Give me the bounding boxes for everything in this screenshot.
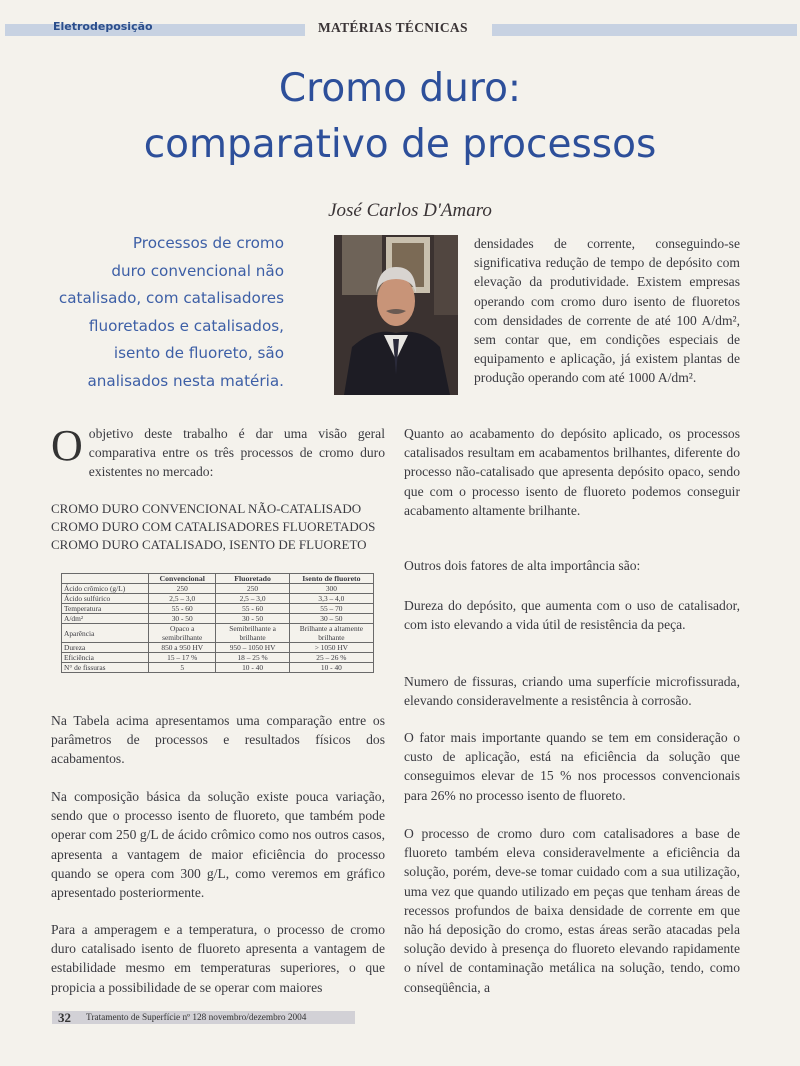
table-row-label: Ácido sulfúrico bbox=[62, 594, 149, 604]
table-cell: 5 bbox=[149, 663, 216, 673]
table-row bbox=[62, 663, 374, 673]
table-row bbox=[62, 653, 374, 663]
table-row-label: Eficiência bbox=[62, 653, 149, 663]
table-row-label: A/dm² bbox=[62, 614, 149, 624]
body-paragraph: Na Tabela acima apresentamos uma comparação entre os parâmetros de processos e resultados físicos dos acabamentos. bbox=[51, 713, 385, 767]
process-item: CROMO DURO CATALISADO, ISENTO DE FLUORETO bbox=[51, 537, 367, 552]
body-paragraph: Quanto ao acabamento do depósito aplicado, os processos catalisados resultam em acabamentos brilhantes, diferente do processo não-catalisado que apresenta depósito opaco, sendo que com o processo isento de fluoreto podemos conseguir acabamento altamente brilhante. bbox=[404, 426, 740, 518]
table-cell: > 1050 HV bbox=[289, 643, 373, 653]
table-cell: 55 - 60 bbox=[149, 604, 216, 614]
article-title-line2: comparativo de processos bbox=[143, 122, 657, 167]
lead-line: analisados nesta matéria. bbox=[87, 371, 284, 390]
comparison-table bbox=[61, 573, 374, 673]
table-cell: 2,5 – 3,0 bbox=[149, 594, 216, 604]
author-portrait-illustration bbox=[334, 235, 458, 395]
category-title: MATÉRIAS TÉCNICAS bbox=[318, 20, 468, 35]
header-bar-right bbox=[492, 24, 797, 36]
table-row-label: Aparência bbox=[62, 624, 149, 643]
table-row-label: Dureza bbox=[62, 643, 149, 653]
table-cell: 300 bbox=[289, 584, 373, 594]
intro-paragraph bbox=[51, 421, 385, 482]
table-cell: 30 – 50 bbox=[289, 614, 373, 624]
table-cell: 850 a 950 HV bbox=[149, 643, 216, 653]
table-cell: 10 - 40 bbox=[289, 663, 373, 673]
table-cell: Brilhante a altamente brilhante bbox=[289, 624, 373, 643]
table-header-cell: Isento de fluoreto bbox=[289, 574, 373, 584]
table-row bbox=[62, 584, 374, 594]
table-cell: Opaco a semibrilhante bbox=[149, 624, 216, 643]
header-bar-left bbox=[5, 24, 305, 36]
table-cell: 55 – 70 bbox=[289, 604, 373, 614]
table-row-label: Ácido crômico (g/L) bbox=[62, 584, 149, 594]
table-row bbox=[62, 594, 374, 604]
body-paragraph: Outros dois fatores de alta importância são: bbox=[404, 558, 641, 573]
author-photo bbox=[334, 235, 458, 395]
table-cell: 250 bbox=[216, 584, 289, 594]
table-cell: 18 – 25 % bbox=[216, 653, 289, 663]
table-row bbox=[62, 604, 374, 614]
section-tag: Eletrodeposição bbox=[53, 20, 153, 33]
table-row bbox=[62, 624, 374, 643]
table-cell: 30 - 50 bbox=[216, 614, 289, 624]
body-paragraph: Numero de fissuras, criando uma superfície microfissurada, elevando consideravelmente a resistência à corrosão. bbox=[404, 674, 740, 709]
intro-text: objetivo deste trabalho é dar uma visão geral comparativa entre os três processos de cromo duro existentes no mercado: bbox=[88, 426, 385, 480]
body-paragraph: Dureza do depósito, que aumenta com o uso de catalisador, com isto elevando a vida útil de resistência da peça. bbox=[404, 598, 740, 633]
table-header-cell: Fluoretado bbox=[216, 574, 289, 584]
table-header-row bbox=[62, 574, 374, 584]
publication-info: Tratamento de Superfície nº 128 novembro/dezembro 2004 bbox=[86, 1013, 307, 1023]
table-header-cell bbox=[62, 574, 149, 584]
author-byline: José Carlos D'Amaro bbox=[328, 200, 492, 221]
table-cell: 30 - 50 bbox=[149, 614, 216, 624]
table-row bbox=[62, 643, 374, 653]
table-cell: 2,5 – 3,0 bbox=[216, 594, 289, 604]
body-paragraph: O processo de cromo duro com catalisadores a base de fluoreto também eleva consideravelmente a eficiência da solução, porém, deve-se tomar cuidado com a sua utilização, uma vez que quando utilizado em peças que tenham áreas de recessos profundos de baixa densidade de corrente em que não há deposição do cromo, estas áreas serão atacadas pela solução devido à presença do fluoreto elevando rapidamente o nível de contaminação metálica na solução, tendo, como conseqüência, a bbox=[404, 826, 740, 995]
table-cell: Semibrilhante a brilhante bbox=[216, 624, 289, 643]
table-cell: 25 – 26 % bbox=[289, 653, 373, 663]
table-cell: 3,3 – 4,0 bbox=[289, 594, 373, 604]
table-cell: 10 - 40 bbox=[216, 663, 289, 673]
lead-line: isento de fluoreto, são bbox=[113, 344, 284, 363]
process-item: CROMO DURO COM CATALISADORES FLUORETADOS bbox=[51, 519, 376, 534]
lead-line: fluoretados e catalisados, bbox=[88, 316, 284, 335]
lead-paragraph bbox=[40, 230, 284, 396]
drop-cap: O bbox=[51, 421, 83, 470]
article-title-line1: Cromo duro: bbox=[278, 66, 522, 111]
process-item: CROMO DURO CONVENCIONAL NÃO-CATALISADO bbox=[51, 501, 362, 516]
body-paragraph: densidades de corrente, conseguindo-se significativa redução de tempo de depósito com elevação da produtividade. Existem empresas operando com cromo duro isento de fluoretos com densidades de corrente de até 100 A/dm², sem contar que, em condições especiais de equipamento e aplicação, já existem plantas de produção operando com até 1000 A/dm². bbox=[474, 236, 740, 386]
table-row bbox=[62, 614, 374, 624]
body-paragraph: O fator mais importante quando se tem em consideração o custo de aplicação, está na eficiência da solução que conseguimos elevar de 15 % nos processos convencionais para 26% no processo isento de fluoreto. bbox=[404, 730, 740, 803]
table-row-label: N° de fissuras bbox=[62, 663, 149, 673]
page-number: 32 bbox=[58, 1010, 71, 1025]
table-cell: 15 – 17 % bbox=[149, 653, 216, 663]
table-cell: 250 bbox=[149, 584, 216, 594]
lead-line: catalisado, com catalisadores bbox=[58, 289, 284, 308]
table-header-cell: Convencional bbox=[149, 574, 216, 584]
body-paragraph: Na composição básica da solução existe pouca variação, sendo que o processo isento de fluoreto, que também pode operar com 250 g/L de ácido crômico como nos outros casos, apresenta a vantagem de maior eficiência do processo quando se opera com 300 g/L, como veremos em gráfico apresentado posteriormente. bbox=[51, 789, 385, 901]
body-paragraph: Para a amperagem e a temperatura, o processo de cromo duro catalisado isento de fluoreto apresenta a vantagem de estabilidade mesmo em temperaturas superiores, o que propicia a possibilidade de se operar com maiores bbox=[51, 922, 385, 995]
table-cell: 55 - 60 bbox=[216, 604, 289, 614]
table-row-label: Temperatura bbox=[62, 604, 149, 614]
lead-line: duro convencional não bbox=[111, 261, 284, 280]
lead-line: Processos de cromo bbox=[132, 234, 284, 252]
table-cell: 950 – 1050 HV bbox=[216, 643, 289, 653]
